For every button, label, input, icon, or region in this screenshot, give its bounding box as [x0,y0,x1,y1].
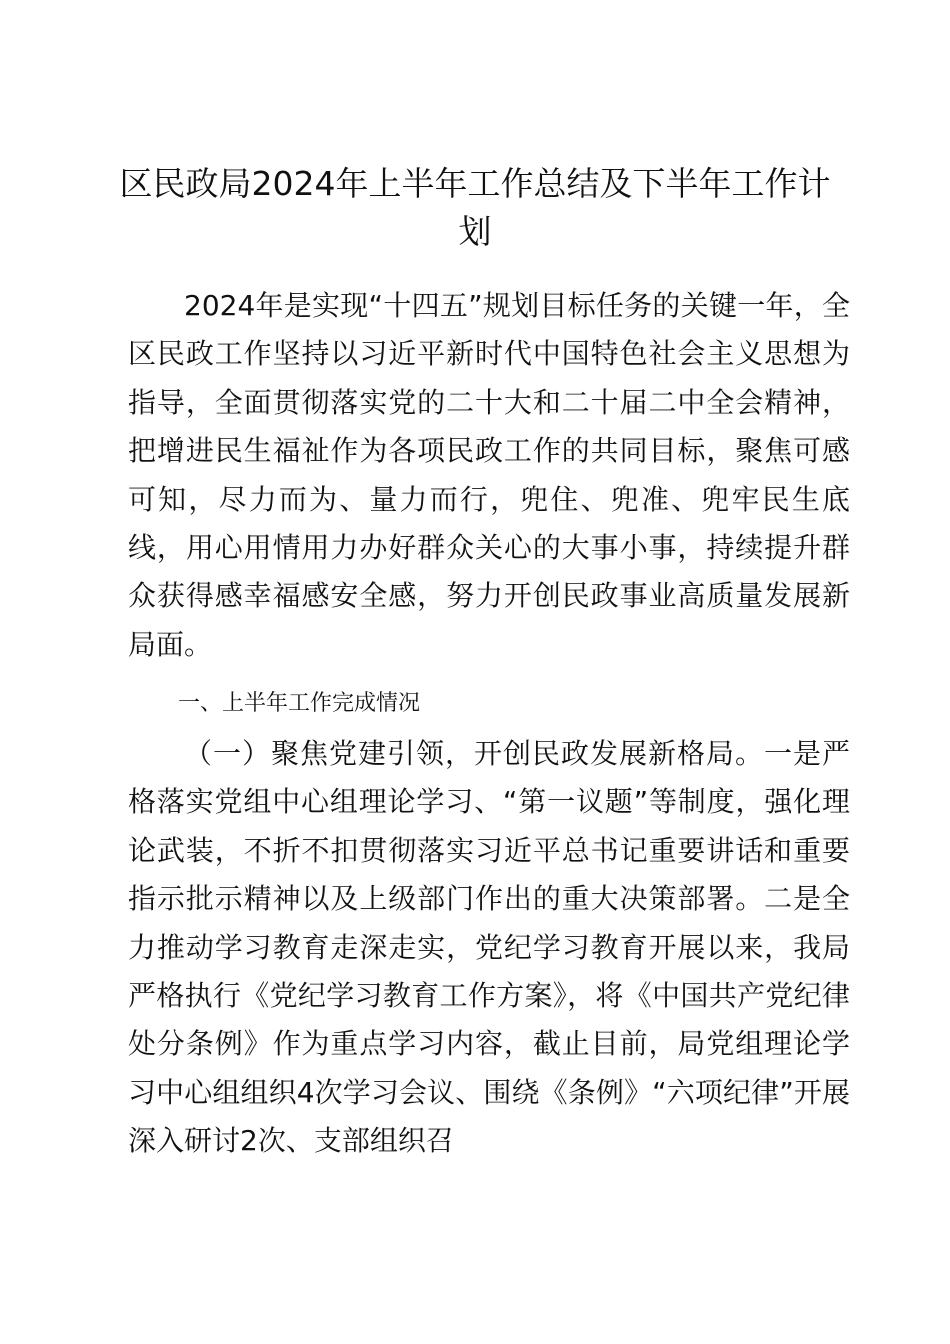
document-title: 区民政局2024年上半年工作总结及下半年工作计划 [119,164,831,251]
section-heading: 一、上半年工作完成情况 [178,691,421,716]
intro-paragraph: 2024年是实现“十四五”规划目标任务的关键一年，全区民政工作坚持以习近平新时代中国特色社会主义思想为指导，全面贯彻落实党的二十大和二十届二中全会精神，把增进民生福祉作为各项民政工作的共同目标，聚焦可感可知，尽力而为、量力而行，兜住、兜准、兜牢民生底线，用心用情用力办好群众关心的大事小事，持续提升群众获得感幸福感安全感，努力开创民政事业高质量发展新局面。 [128,289,850,661]
section-paragraph: （一）聚焦党建引领，开创民政发展新格局。一是严格落实党组中心组理论学习、“第一议题”等制度，强化理论武装，不折不扣贯彻落实习近平总书记重要讲话和重要指示批示精神以及上级部门作出的重大决策部署。二是全力推动学习教育走深走实，党纪学习教育开展以来，我局严格执行《党纪学习教育工作方案》，将《中国共产党纪律处分条例》作为重点学习内容，截止目前，局党组理论学习中心组组织4次学习会议、围绕《条例》“六项纪律”开展深入研讨2次、支部组织召 [128,737,850,1158]
